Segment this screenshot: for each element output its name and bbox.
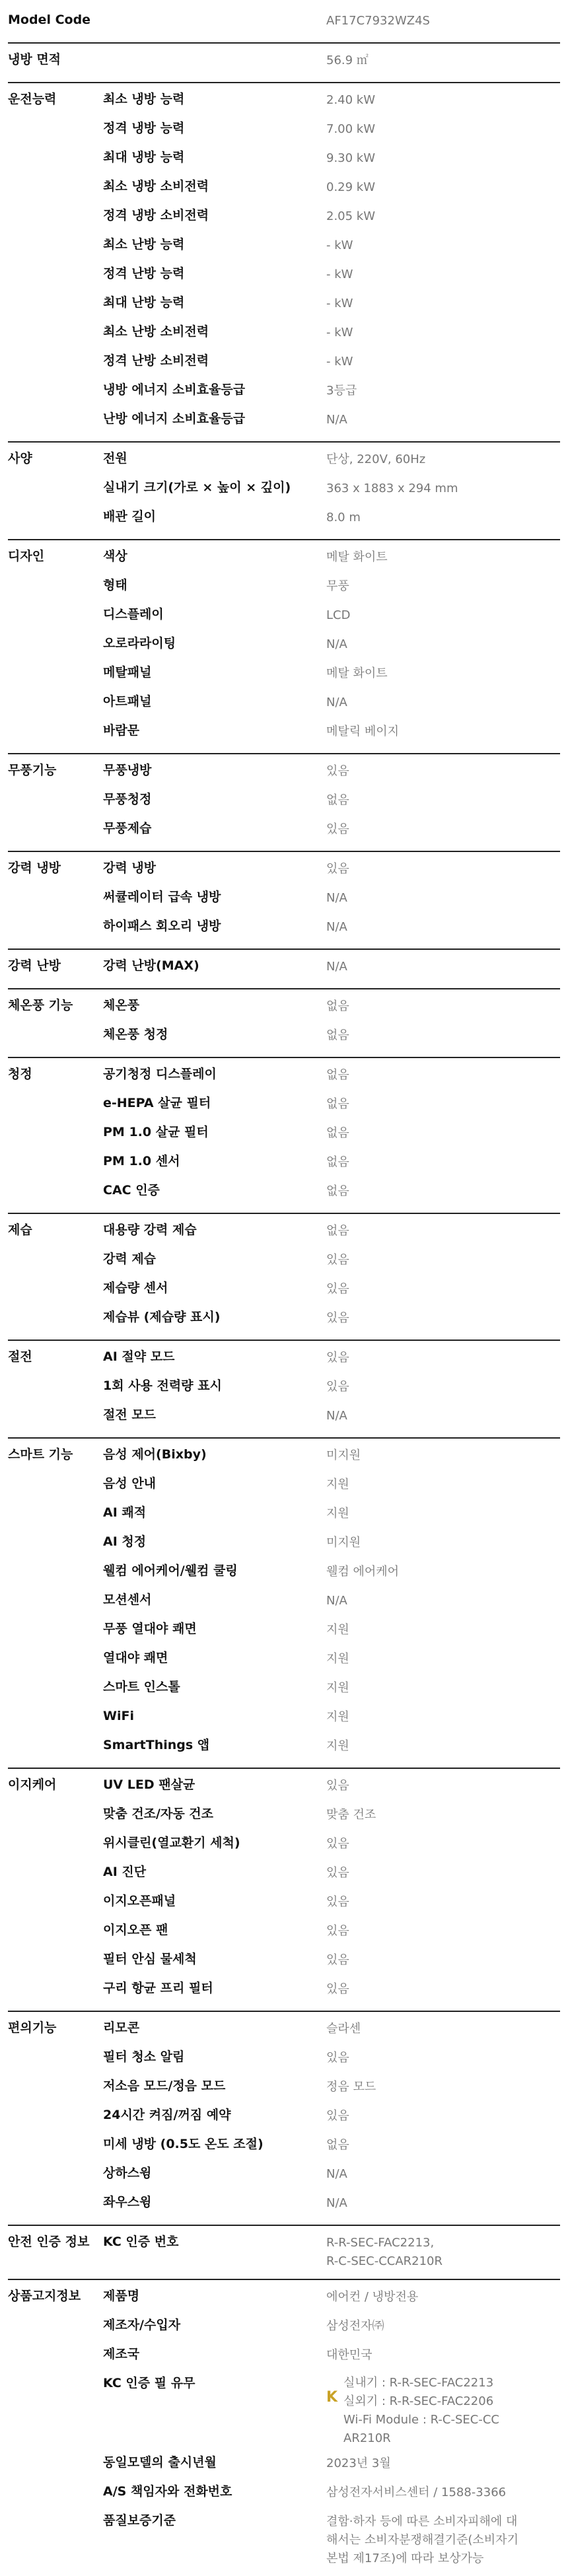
spec-value: 없음 (326, 1126, 349, 1140)
spec-row (103, 1443, 560, 1472)
spec-row (103, 378, 560, 407)
spec-value: 결함·하자 등에 따른 소비자피해에 대 해서는 소비자분쟁해결기준(소비자기 본법 제17조)에 따라 보상가능 (326, 2515, 518, 2565)
spec-row (103, 1588, 560, 1617)
spec-value: 9.30 kW (326, 151, 376, 165)
spec-value: 메탈 화이트 (326, 550, 388, 564)
spec-row (103, 2132, 560, 2161)
spec-value: 있음 (326, 1953, 349, 1967)
spec-value: - kW (326, 326, 353, 340)
spec-row (103, 993, 560, 1022)
spec-row (103, 1247, 560, 1276)
spec-value (326, 2371, 560, 2451)
spec-row (103, 1178, 560, 1207)
spec-value: 없음 (326, 999, 349, 1013)
spec-label: 최대 난방 능력 (103, 295, 185, 310)
spec-row (103, 885, 560, 914)
spec-section (8, 1214, 560, 1341)
spec-label: WiFi (103, 1709, 134, 1723)
spec-row (103, 954, 560, 983)
section-rows (103, 1769, 560, 2011)
spec-label: 24시간 켜짐/꺼짐 예약 (103, 2108, 231, 2122)
section-rows (103, 1341, 560, 1437)
spec-row (103, 661, 560, 690)
section-category: 냉방 면적 (8, 52, 61, 67)
spec-label: 바람문 (103, 723, 140, 738)
spec-value: 없음 (326, 1028, 349, 1042)
spec-label: 아트패널 (103, 694, 152, 709)
spec-row (103, 8, 560, 37)
spec-value: 2.05 kW (326, 209, 376, 223)
spec-value: - kW (326, 238, 353, 252)
section-rows (103, 44, 560, 82)
spec-value: 정음 모드 (326, 2080, 376, 2094)
spec-row (103, 1403, 560, 1432)
spec-row (103, 291, 560, 320)
spec-label: 체온풍 청정 (103, 1027, 168, 1042)
spec-row (103, 1305, 560, 1334)
spec-value: 56.9 ㎡ (326, 54, 369, 67)
spec-value: 웰컴 에어케어 (326, 1565, 400, 1579)
spec-label: 전원 (103, 451, 127, 466)
spec-value: 2.40 kW (326, 93, 376, 107)
spec-value: N/A (326, 960, 347, 974)
section-rows (103, 83, 560, 441)
spec-value: R-R-SEC-FAC2213, R-C-SEC-CCAR210R (326, 2236, 443, 2268)
spec-section (8, 83, 560, 443)
spec-row (103, 690, 560, 719)
spec-label: 정격 난방 능력 (103, 266, 185, 281)
spec-label: 대용량 강력 제습 (103, 1223, 197, 1237)
spec-label: KC 인증 번호 (103, 2235, 179, 2249)
spec-label: 최소 냉방 소비전력 (103, 179, 209, 194)
spec-label: e-HEPA 살균 필터 (103, 1096, 211, 1110)
spec-row (103, 2284, 560, 2313)
spec-label: 스마트 인스톨 (103, 1680, 180, 1694)
spec-label: 정격 난방 소비전력 (103, 353, 209, 368)
spec-value: 있음 (326, 1282, 349, 1296)
spec-row (103, 1530, 560, 1559)
spec-row (103, 447, 560, 476)
spec-value: AF17C7932WZ4S (326, 14, 430, 28)
spec-label: 미세 냉방 (0.5도 온도 조절) (103, 2137, 264, 2151)
spec-row (103, 2313, 560, 2342)
spec-value: 맞춤 건조 (326, 1808, 376, 1822)
spec-value: N/A (326, 920, 347, 934)
spec-value: 있음 (326, 2109, 349, 2123)
spec-row (103, 573, 560, 602)
spec-label: 절전 모드 (103, 1408, 157, 1422)
spec-row (103, 505, 560, 534)
spec-value: 에어컨 / 냉방전용 (326, 2290, 419, 2304)
section-rows (103, 4, 560, 42)
spec-row (103, 1559, 560, 1588)
spec-value: 단상, 220V, 60Hz (326, 452, 426, 466)
spec-value: N/A (326, 1594, 347, 1608)
spec-value: N/A (326, 2196, 347, 2210)
section-rows (103, 950, 560, 988)
spec-value: 삼성전자㈜ (326, 2319, 384, 2333)
spec-row (103, 203, 560, 233)
spec-label: 맞춤 건조/자동 건조 (103, 1807, 214, 1821)
spec-label: 웰컴 에어케어/웰컴 쿨링 (103, 1563, 238, 1578)
spec-label: 최소 난방 능력 (103, 237, 185, 252)
spec-label: 무풍청정 (103, 792, 152, 806)
spec-row (103, 2371, 560, 2451)
spec-value: 7.00 kW (326, 122, 376, 136)
spec-row (103, 1218, 560, 1247)
spec-label: 1회 사용 전력량 표시 (103, 1378, 222, 1393)
spec-row (103, 1062, 560, 1091)
spec-value: 없음 (326, 793, 349, 807)
spec-section (8, 2012, 560, 2226)
spec-row (103, 1276, 560, 1305)
spec-label: 무풍제습 (103, 821, 152, 836)
spec-row (103, 544, 560, 573)
spec-label: 배관 길이 (103, 509, 157, 524)
section-category: 상품고지정보 (8, 2289, 81, 2303)
kc-value-text: 실내기 : R-R-SEC-FAC2213 실외기 : R-R-SEC-FAC2206 Wi-Fi Module : R-C-SEC-CC AR210R (343, 2376, 499, 2445)
spec-value: 지원 (326, 1710, 349, 1724)
spec-row (103, 174, 560, 203)
spec-label: AI 청정 (103, 1534, 147, 1549)
spec-row (103, 407, 560, 436)
spec-value: 지원 (326, 1652, 349, 1666)
spec-label: 하이패스 회오리 냉방 (103, 919, 221, 933)
spec-row (103, 1617, 560, 1646)
spec-label: 저소음 모드/정음 모드 (103, 2079, 226, 2093)
section-rows (103, 2226, 560, 2279)
spec-value: 지원 (326, 1507, 349, 1521)
spec-value: 지원 (326, 1623, 349, 1637)
spec-row (103, 1802, 560, 1831)
section-rows (103, 1439, 560, 1768)
spec-row (103, 262, 560, 291)
spec-value: 없음 (326, 1155, 349, 1169)
spec-value: N/A (326, 637, 347, 651)
section-category: 스마트 기능 (8, 1447, 73, 1462)
spec-row (103, 1773, 560, 1802)
section-rows (103, 540, 560, 753)
spec-label: 오로라라이팅 (103, 636, 176, 651)
spec-row (103, 116, 560, 145)
spec-label: 난방 에너지 소비효율등급 (103, 411, 246, 426)
spec-row (103, 233, 560, 262)
spec-value: 없음 (326, 1068, 349, 1082)
spec-row (103, 719, 560, 748)
spec-label: 강력 난방(MAX) (103, 958, 199, 973)
section-rows (103, 443, 560, 539)
spec-value: N/A (326, 696, 347, 709)
spec-row (103, 1976, 560, 2005)
spec-value: 슬라센 (326, 2022, 361, 2036)
section-category: 편의기능 (8, 2021, 57, 2035)
spec-label: 체온풍 (103, 998, 140, 1013)
spec-row (103, 1704, 560, 1733)
spec-value: 3등급 (326, 384, 357, 398)
spec-label: 열대야 쾌면 (103, 1651, 168, 1665)
spec-label: PM 1.0 살균 필터 (103, 1125, 209, 1139)
kc-value-group (326, 2374, 560, 2448)
spec-section (8, 852, 560, 950)
spec-value: 메탈릭 베이지 (326, 725, 400, 738)
section-rows (103, 754, 560, 851)
spec-row (103, 816, 560, 845)
spec-value: 메탈 화이트 (326, 666, 388, 680)
spec-row (103, 1860, 560, 1889)
spec-row (103, 2161, 560, 2190)
section-category: 사양 (8, 451, 32, 466)
spec-row (103, 1831, 560, 1860)
spec-value: 있음 (326, 1351, 349, 1365)
section-rows (103, 1214, 560, 1340)
spec-value: - kW (326, 297, 353, 310)
spec-row (103, 631, 560, 661)
spec-row (103, 602, 560, 631)
spec-label: 강력 냉방 (103, 861, 157, 875)
spec-row (103, 758, 560, 787)
spec-label: 이지오픈패널 (103, 1894, 176, 1908)
spec-value: 지원 (326, 1478, 349, 1491)
section-category: 디자인 (8, 549, 45, 563)
spec-value: 미지원 (326, 1449, 361, 1462)
spec-row (103, 1733, 560, 1762)
spec-label: A/S 책임자와 전화번호 (103, 2484, 232, 2499)
spec-label: 위시클린(열교환기 세척) (103, 1836, 240, 1850)
spec-label: 공기청정 디스플레이 (103, 1067, 217, 1081)
spec-value: 363 x 1883 x 294 mm (326, 482, 458, 495)
spec-value: 2023년 3월 (326, 2456, 391, 2470)
section-rows (103, 852, 560, 948)
section-category: Model Code (8, 13, 91, 27)
spec-section (8, 989, 560, 1058)
spec-row (103, 1918, 560, 1947)
spec-value: N/A (326, 891, 347, 905)
spec-label: KC 인증 필 유무 (103, 2376, 195, 2390)
section-category: 절전 (8, 1349, 32, 1364)
spec-row (103, 1675, 560, 1704)
section-category: 강력 냉방 (8, 861, 61, 875)
spec-value: 있음 (326, 1779, 349, 1793)
spec-label: 음성 제어(Bixby) (103, 1447, 207, 1462)
spec-label: 제품명 (103, 2289, 140, 2303)
spec-value: 있음 (326, 862, 349, 876)
spec-value: N/A (326, 413, 347, 427)
spec-value: - kW (326, 355, 353, 369)
spec-label: 최소 난방 소비전력 (103, 324, 209, 339)
spec-value: 있음 (326, 1895, 349, 1909)
spec-value: 있음 (326, 1837, 349, 1851)
spec-row (103, 349, 560, 378)
spec-label: 색상 (103, 549, 127, 563)
spec-row (103, 2045, 560, 2074)
spec-label: 정격 냉방 소비전력 (103, 208, 209, 223)
spec-label: 최소 냉방 능력 (103, 92, 185, 106)
spec-row (103, 1149, 560, 1178)
spec-label: 이지오픈 팬 (103, 1923, 168, 1937)
spec-section (8, 754, 560, 852)
spec-label: 좌우스윙 (103, 2195, 152, 2209)
spec-label: AI 진단 (103, 1865, 147, 1879)
spec-label: 제조자/수입자 (103, 2318, 181, 2332)
spec-label: AI 쾌적 (103, 1505, 147, 1520)
spec-label: CAC 인증 (103, 1183, 160, 1198)
spec-row (103, 1022, 560, 1052)
spec-value: 있음 (326, 1311, 349, 1325)
spec-label: 냉방 에너지 소비효율등급 (103, 382, 246, 397)
spec-value: 지원 (326, 1681, 349, 1695)
spec-value: 0.29 kW (326, 180, 376, 194)
spec-value: N/A (326, 2167, 347, 2181)
spec-value: - kW (326, 268, 353, 281)
spec-value: N/A (326, 1409, 347, 1423)
spec-row (103, 87, 560, 116)
section-category: 청정 (8, 1067, 32, 1081)
spec-label: 무풍 열대야 쾌면 (103, 1622, 197, 1636)
spec-label: 제조국 (103, 2347, 140, 2361)
spec-row (103, 2509, 560, 2571)
spec-value: 없음 (326, 1224, 349, 1238)
spec-section (8, 2280, 560, 2576)
section-rows (103, 2012, 560, 2225)
spec-label: 써큘레이터 급속 냉방 (103, 890, 221, 904)
section-category: 강력 난방 (8, 958, 61, 973)
spec-value: 있음 (326, 1924, 349, 1938)
spec-row (103, 476, 560, 505)
spec-label: 필터 안심 물세척 (103, 1952, 197, 1966)
spec-value: 없음 (326, 1184, 349, 1198)
spec-row (103, 1345, 560, 1374)
spec-table (8, 0, 560, 2576)
spec-row (103, 1646, 560, 1675)
section-rows (103, 1058, 560, 1213)
spec-label: 구리 항균 프리 필터 (103, 1981, 213, 1995)
spec-label: 리모콘 (103, 2021, 140, 2035)
spec-label: 제습량 센서 (103, 1281, 168, 1295)
spec-row (103, 2016, 560, 2045)
spec-row (103, 1889, 560, 1918)
spec-value: 무풍 (326, 579, 349, 593)
spec-row (103, 914, 560, 943)
spec-value: 있음 (326, 1982, 349, 1996)
spec-section (8, 1341, 560, 1439)
spec-row (103, 2480, 560, 2509)
spec-label: 정격 냉방 능력 (103, 121, 185, 135)
kc-mark-icon: K (326, 2389, 338, 2406)
spec-value: 8.0 m (326, 511, 361, 524)
spec-row (103, 2451, 560, 2480)
spec-section (8, 1439, 560, 1769)
spec-value: 없음 (326, 1097, 349, 1111)
spec-label: 디스플레이 (103, 607, 164, 622)
spec-row (103, 1374, 560, 1403)
spec-value: 지원 (326, 1739, 349, 1753)
spec-row (103, 2230, 560, 2273)
spec-label: PM 1.0 센서 (103, 1154, 180, 1168)
spec-row (103, 2103, 560, 2132)
spec-value: 있음 (326, 1253, 349, 1267)
spec-label: 형태 (103, 578, 127, 592)
spec-label: 강력 제습 (103, 1252, 157, 1266)
spec-label: SmartThings 앱 (103, 1738, 210, 1752)
spec-section (8, 1769, 560, 2012)
spec-value: 삼성전자서비스센터 / 1588-3366 (326, 2486, 507, 2499)
spec-label: 최대 냉방 능력 (103, 150, 185, 164)
spec-label: 메탈패널 (103, 665, 152, 680)
spec-row (103, 2190, 560, 2219)
spec-section (8, 44, 560, 83)
spec-value: 미지원 (326, 1536, 361, 1550)
spec-label: 필터 청소 알림 (103, 2050, 185, 2064)
spec-value: 있음 (326, 1380, 349, 1394)
spec-row (103, 145, 560, 174)
spec-row (103, 2074, 560, 2103)
spec-section (8, 950, 560, 989)
spec-row (103, 2342, 560, 2371)
spec-label: 무풍냉방 (103, 763, 152, 777)
spec-value: 대한민국 (326, 2348, 373, 2362)
spec-section (8, 443, 560, 540)
section-category: 안전 인증 정보 (8, 2235, 90, 2249)
spec-label: 실내기 크기(가로 × 높이 × 깊이) (103, 480, 291, 495)
spec-row (103, 1091, 560, 1120)
spec-row (103, 320, 560, 349)
spec-section (8, 2226, 560, 2280)
spec-value: 없음 (326, 2138, 349, 2152)
spec-label: 제습뷰 (제습량 표시) (103, 1310, 221, 1324)
section-category: 운전능력 (8, 92, 57, 106)
spec-value: 있음 (326, 764, 349, 778)
section-rows (103, 989, 560, 1057)
spec-value: LCD (326, 608, 351, 622)
spec-label: AI 절약 모드 (103, 1349, 175, 1364)
spec-row (103, 1472, 560, 1501)
spec-label: 음성 안내 (103, 1476, 157, 1491)
spec-section (8, 540, 560, 754)
spec-section (8, 4, 560, 44)
section-category: 무풍기능 (8, 763, 57, 777)
spec-row (103, 856, 560, 885)
spec-section (8, 1058, 560, 1214)
spec-value: 있음 (326, 2051, 349, 2065)
spec-label: 품질보증기준 (103, 2513, 176, 2528)
section-rows (103, 2280, 560, 2576)
spec-label: 모션센서 (103, 1592, 152, 1607)
section-category: 체온풍 기능 (8, 998, 73, 1013)
spec-value: 있음 (326, 822, 349, 836)
spec-row (103, 48, 560, 77)
spec-row (103, 1120, 560, 1149)
spec-label: 동일모델의 출시년월 (103, 2455, 217, 2470)
spec-row (103, 1501, 560, 1530)
spec-label: 상하스윙 (103, 2166, 152, 2180)
section-category: 제습 (8, 1223, 32, 1237)
spec-value: 있음 (326, 1866, 349, 1880)
spec-label: UV LED 팬살균 (103, 1777, 195, 1792)
spec-row (103, 1947, 560, 1976)
spec-row (103, 787, 560, 816)
section-category: 이지케어 (8, 1777, 57, 1792)
